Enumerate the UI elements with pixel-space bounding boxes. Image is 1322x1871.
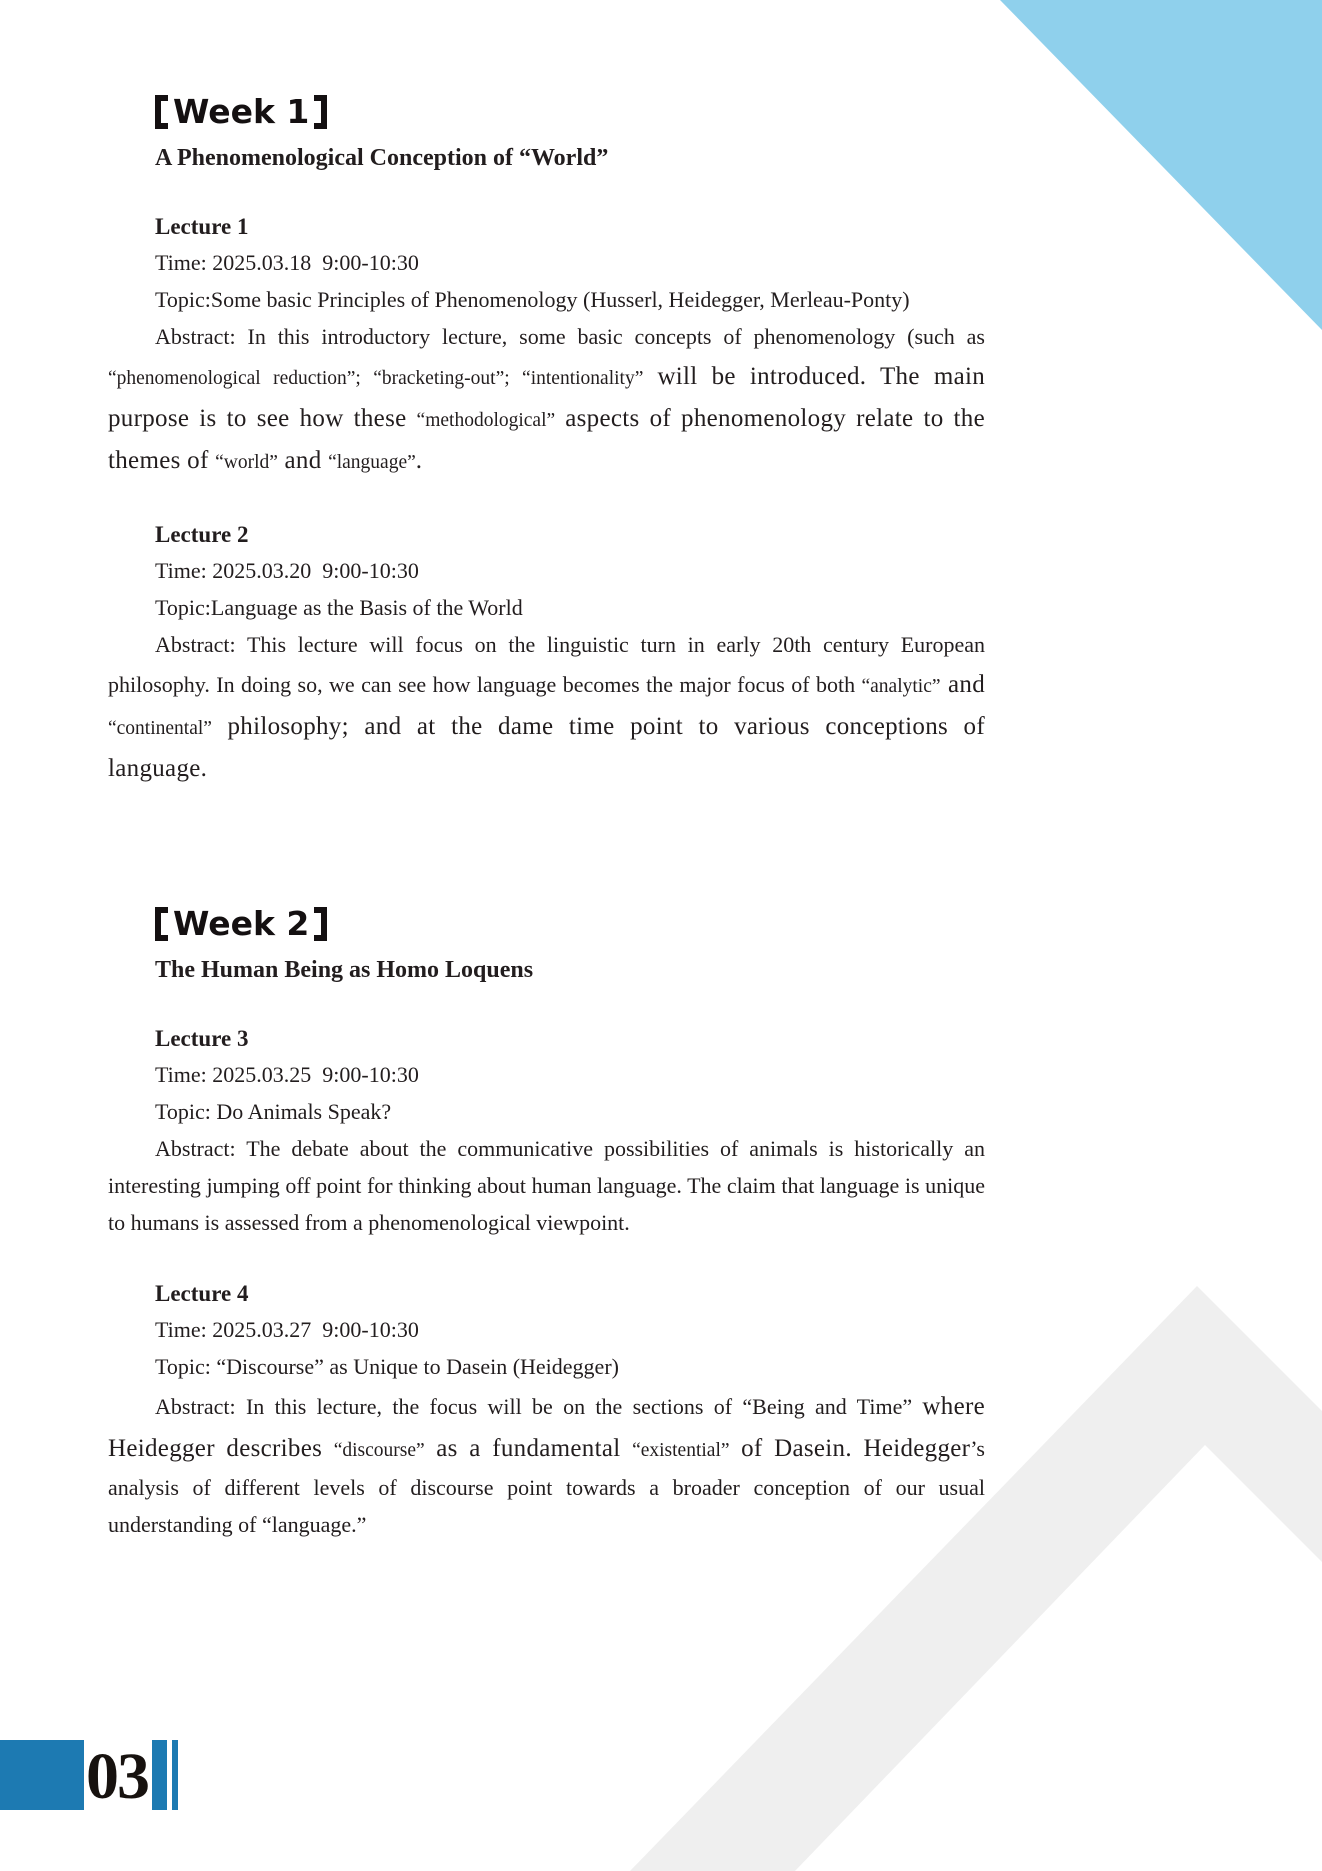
abstract-segment: aspects of phenomenology relate to the themes of	[108, 404, 985, 474]
abstract-segment: of Dasein. Heidegger	[729, 1435, 971, 1463]
abstract-segment: as a fundamental	[424, 1435, 633, 1463]
abstract-segment: Abstract: In this lecture, the focus will be on the sections of “Being and Time”	[155, 1394, 923, 1420]
abstract-segment: ’s analysis of different levels of discourse point towards a broader conception of our usual understanding of “language.”	[108, 1436, 985, 1538]
abstract-segment: “language”	[328, 451, 416, 473]
abstract-segment: Abstract: The debate about the communicative possibilities of animals is historically an interesting jumping off point for thinking about human language. The claim that language is unique to humans is assessed from a phenomenological viewpoint.	[108, 1135, 985, 1235]
abstract-segment: .	[415, 446, 423, 474]
lecture-block	[108, 516, 985, 790]
lens-bracket-right-icon	[314, 95, 327, 129]
lecture-time: Time: 2025.03.25 9:00-10:30	[155, 1061, 419, 1087]
lecture-abstract	[108, 319, 985, 482]
abstract-segment: and	[277, 446, 329, 474]
lecture-time: Time: 2025.03.18 9:00-10:30	[155, 250, 419, 275]
lecture-title: Lecture 4	[155, 1281, 249, 1307]
abstract-segment: Abstract: This lecture will focus on the linguistic turn in early 20th century European philosophy. In doing so, we can see how language becomes the major focus of both	[108, 631, 985, 697]
lens-bracket-left-icon	[155, 95, 168, 129]
abstract-segment: “existential”	[632, 1440, 730, 1462]
abstract-segment: “methodological”	[416, 409, 556, 431]
footer-accent-bar-thin	[172, 1740, 178, 1810]
lecture-time: Time: 2025.03.20 9:00-10:30	[155, 557, 419, 583]
lens-bracket-right-icon	[314, 907, 327, 941]
lecture-title: Lecture 2	[155, 521, 249, 547]
lecture-abstract	[108, 627, 985, 790]
abstract-segment: will be introduced. The main purpose is to see how these	[108, 362, 986, 432]
lecture-topic: Topic:Language as the Basis of the World	[155, 594, 523, 620]
abstract-segment: “phenomenological reduction”; “bracketing-out”; “intentionality”	[108, 367, 644, 389]
abstract-segment: Abstract: In this introductory lecture, some basic concepts of phenomenology (such as	[155, 323, 985, 349]
lecture-abstract	[108, 1131, 985, 1242]
page-number: 03	[86, 1740, 148, 1813]
lecture-topic: Topic: “Discourse” as Unique to Dasein (Heidegger)	[155, 1354, 619, 1380]
week-subtitle: A Phenomenological Conception of “World”	[155, 145, 609, 171]
abstract-segment: “analytic”	[861, 675, 941, 697]
week-subtitle: The Human Being as Homo Loquens	[155, 956, 534, 983]
syllabus-content	[108, 90, 985, 1544]
abstract-segment: and	[940, 670, 985, 698]
week-label	[155, 902, 985, 946]
lecture-list	[108, 1020, 985, 1545]
lecture-topic: Topic: Do Animals Speak?	[155, 1098, 392, 1124]
lecture-topic: Topic:Some basic Principles of Phenomenology (Husserl, Heidegger, Merleau-Ponty)	[155, 286, 910, 312]
lens-bracket-left-icon	[155, 907, 168, 941]
lecture-block	[108, 1275, 985, 1544]
lecture-time: Time: 2025.03.27 9:00-10:30	[155, 1317, 419, 1343]
footer-accent-bar-thick	[152, 1740, 167, 1810]
lecture-title: Lecture 1	[155, 214, 249, 239]
abstract-segment: “continental”	[108, 717, 212, 739]
abstract-segment: philosophy; and at the dame time point to various conceptions of language.	[108, 712, 985, 782]
lecture-block	[108, 208, 985, 482]
abstract-segment: where Heidegger describes	[108, 1393, 985, 1463]
week-label-text: Week 1	[173, 92, 310, 131]
lecture-list	[108, 208, 985, 790]
abstract-segment: “discourse”	[333, 1440, 425, 1462]
week-label-text: Week 2	[173, 903, 310, 943]
lecture-abstract	[108, 1386, 985, 1544]
lecture-block	[108, 1020, 985, 1242]
lecture-title: Lecture 3	[155, 1025, 249, 1051]
week-label	[155, 90, 985, 134]
week-section	[108, 90, 985, 790]
footer-accent-rect	[0, 1740, 84, 1810]
abstract-segment: “world”	[215, 451, 278, 473]
week-section	[108, 902, 985, 1545]
